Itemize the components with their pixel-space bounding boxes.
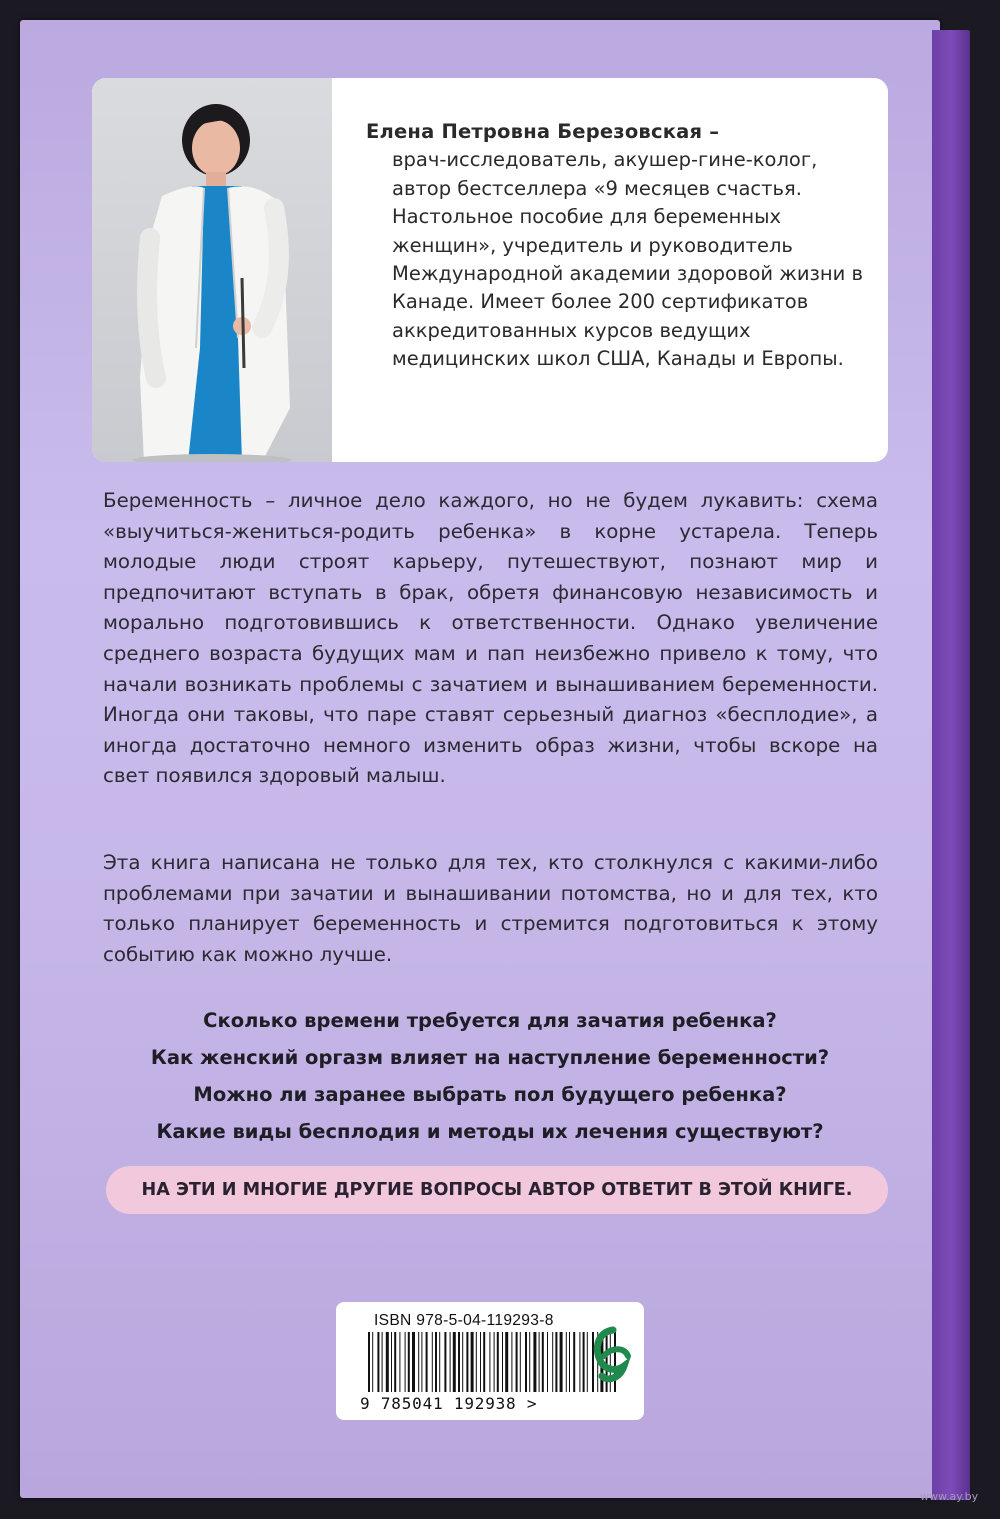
- book-back-cover: [20, 20, 940, 1498]
- answer-banner: НА ЭТИ И МНОГИЕ ДРУГИЕ ВОПРОСЫ АВТОР ОТВЕТИТ В ЭТОЙ КНИГЕ.: [106, 1166, 888, 1214]
- isbn-label: ISBN 978-5-04-119293-8: [374, 1312, 554, 1329]
- description-paragraph-1: Беременность – личное дело каждого, но не будем лукавить: схема «выучиться-жениться-родить ребенка» в корне устарела. Теперь молодые люди строят карьеру, путешествуют, познают мир и предпочитают вступать в брак, обретя финансовую независимость и морально подготовившись к ответственности. Однако увеличение среднего возраста будущих мам и пап неизбежно привело к тому, что начали возникать проблемы с зачатием и вынашиванием беременности. Иногда они таковы, что паре ставят серьезный диагноз «бесплодие», а иногда достаточно немного изменить образ жизни, чтобы вскоре на свет появился здоровый малыш.: [103, 489, 878, 788]
- book-spine: [932, 30, 970, 1500]
- question-item: Сколько времени требуется для зачатия ребенка?: [203, 1009, 777, 1032]
- publisher-logo-icon: [590, 1326, 636, 1388]
- question-item: Какие виды бесплодия и методы их лечения существуют?: [156, 1120, 824, 1143]
- barcode: [368, 1332, 618, 1392]
- author-bio: [354, 118, 864, 374]
- author-info-card: [92, 78, 888, 462]
- watermark: www.ay.by: [920, 1490, 979, 1503]
- description-paragraph-2: Эта книга написана не только для тех, кто столкнулся с какими-либо проблемами при зачатии и вынашивании потомства, но и для тех, кто только планирует беременность и стремится подготовиться к этому событию как можно лучше.: [103, 851, 878, 966]
- author-name: Елена Петровна Березовская –: [366, 120, 720, 143]
- question-item: Можно ли заранее выбрать пол будущего ребенка?: [193, 1083, 787, 1106]
- author-photo: [92, 78, 332, 462]
- author-bio-text: врач-исследователь, акушер-гине-колог, автор бестселлера «9 месяцев счастья. Настольное пособие для беременных женщин», учредитель и руководитель Международной академии здоровой жизни в Канаде. Имеет более 200 сертификатов аккредитованных курсов ведущих медицинских школ США, Канады и Европы.: [392, 148, 863, 371]
- barcode-digits: 9 785041 192938 >: [360, 1394, 538, 1413]
- question-item: Как женский оргазм влияет на наступление беременности?: [150, 1046, 830, 1069]
- questions-list: [90, 1002, 890, 1150]
